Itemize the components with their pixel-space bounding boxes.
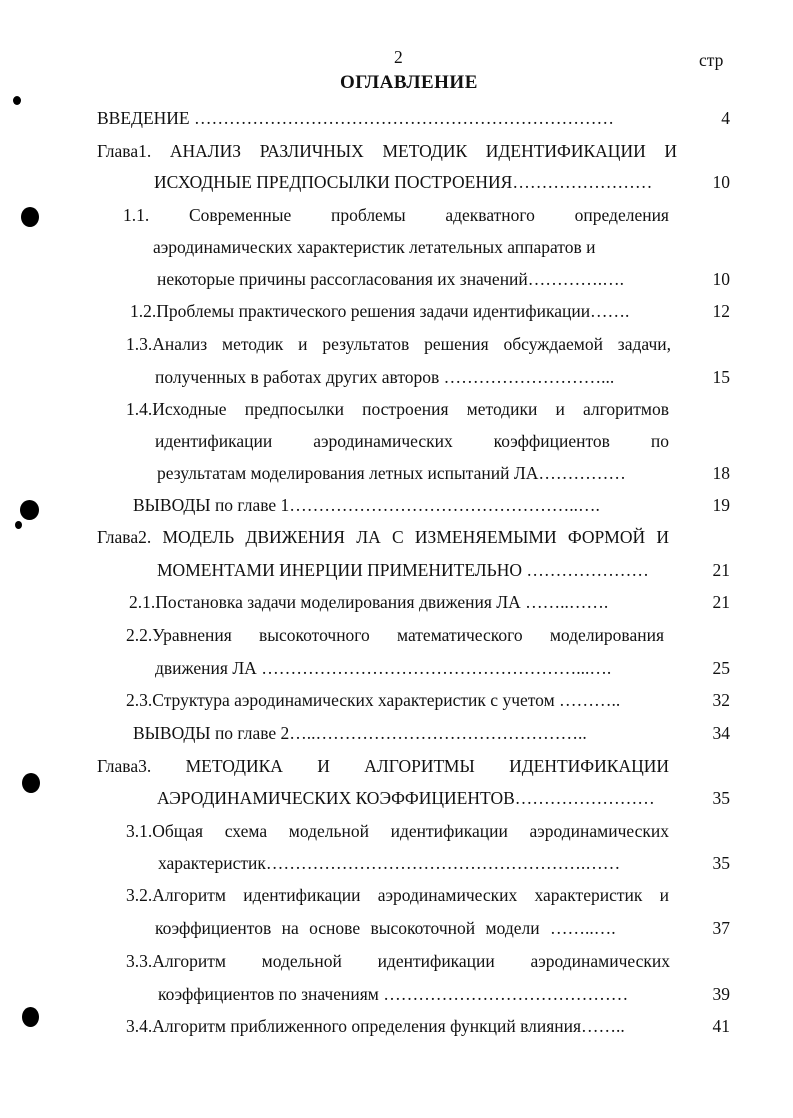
toc-page-section-3-3: 39 [712, 984, 730, 1004]
toc-page-chapter-2: 21 [712, 560, 730, 580]
toc-section-3-3-line-1: 3.3.Алгоритм модельной идентификации аэродинамических [126, 951, 670, 971]
toc-section-1-1-line-3: некоторые причины рассогласования их значений………….…. [157, 269, 625, 289]
toc-chapter-2-line-2: МОМЕНТАМИ ИНЕРЦИИ ПРИМЕНИТЕЛЬНО ………………… [157, 560, 649, 580]
binder-hole-mark [22, 773, 40, 793]
toc-section-1-1-line-2: аэродинамических характеристик летательных аппаратов и [153, 237, 596, 257]
toc-page-chapter-1: 10 [712, 172, 730, 192]
toc-entry-intro: ВВЕДЕНИЕ ……………………………………………………………… [97, 108, 615, 128]
toc-page-intro: 4 [721, 108, 730, 128]
toc-page-section-1-4: 18 [712, 463, 730, 483]
toc-page-conclusions-1: 19 [712, 495, 730, 515]
page-number: 2 [394, 47, 403, 67]
toc-chapter-1-line-1: Глава1. АНАЛИЗ РАЗЛИЧНЫХ МЕТОДИК ИДЕНТИФИКАЦИИ И [97, 141, 677, 161]
toc-conclusions-chapter-2: ВЫВОДЫ по главе 2…..……………………………………….. [133, 723, 587, 743]
toc-section-1-4-line-3: результатам моделирования летных испытаний ЛА…………… [157, 463, 626, 483]
toc-section-1-2: 1.2.Проблемы практического решения задачи идентификации……. [130, 301, 630, 321]
binder-hole-mark [22, 1007, 39, 1027]
toc-page-section-1-3: 15 [712, 367, 730, 387]
toc-section-1-1-line-1: 1.1. Современные проблемы адекватного определения [123, 205, 669, 225]
toc-section-2-1: 2.1.Постановка задачи моделирования движения ЛА ……..……. [129, 592, 609, 612]
toc-conclusions-chapter-1: ВЫВОДЫ по главе 1…………………………………………..…. [133, 495, 600, 515]
toc-section-3-4: 3.4.Алгоритм приближенного определения функций влияния…….. [126, 1016, 625, 1036]
toc-section-1-3-line-1: 1.3.Анализ методик и результатов решения обсуждаемой задачи, [126, 334, 671, 354]
page-column-label: стр [699, 50, 724, 70]
toc-chapter-3-line-2: АЭРОДИНАМИЧЕСКИХ КОЭФФИЦИЕНТОВ…………………… [157, 788, 655, 808]
toc-page-section-3-4: 41 [712, 1016, 730, 1036]
toc-section-3-3-line-2: коэффициентов по значениям …………………………………… [158, 984, 629, 1004]
binder-hole-mark [20, 500, 39, 520]
toc-page-section-1-2: 12 [712, 301, 730, 321]
scan-mark-dot [13, 96, 21, 105]
scan-mark-dot [15, 521, 22, 529]
toc-page-section-2-3: 32 [712, 690, 730, 710]
toc-section-3-1-line-2: характеристик……………………………………………….…… [158, 853, 621, 873]
toc-chapter-1-line-2: ИСХОДНЫЕ ПРЕДПОСЫЛКИ ПОСТРОЕНИЯ…………………… [154, 172, 653, 192]
toc-section-2-2-line-1: 2.2.Уравнения высокоточного математического моделирования [126, 625, 664, 645]
toc-section-3-2-line-1: 3.2.Алгоритм идентификации аэродинамических характеристик и [126, 885, 669, 905]
toc-page-section-2-1: 21 [712, 592, 730, 612]
toc-section-3-2-line-2: коэффициентов на основе высокоточной модели ……..…. [155, 918, 616, 938]
toc-page-section-3-2: 37 [712, 918, 730, 938]
toc-section-3-1-line-1: 3.1.Общая схема модельной идентификации аэродинамических [126, 821, 669, 841]
toc-section-1-4-line-1: 1.4.Исходные предпосылки построения методики и алгоритмов [126, 399, 669, 419]
toc-section-2-2-line-2: движения ЛА ………………………………………………...…. [155, 658, 612, 678]
toc-page-section-1-1: 10 [712, 269, 730, 289]
toc-page-section-2-2: 25 [712, 658, 730, 678]
toc-chapter-3-line-1: Глава3. МЕТОДИКА И АЛГОРИТМЫ ИДЕНТИФИКАЦИИ [97, 756, 669, 776]
toc-chapter-2-line-1: Глава2. МОДЕЛЬ ДВИЖЕНИЯ ЛА С ИЗМЕНЯЕМЫМИ ФОРМОЙ И [97, 527, 669, 547]
toc-section-1-3-line-2: полученных в работах других авторов ………………………... [155, 367, 615, 387]
toc-page-section-3-1: 35 [712, 853, 730, 873]
page-title: ОГЛАВЛЕНИЕ [340, 72, 478, 93]
toc-page-chapter-3: 35 [712, 788, 730, 808]
binder-hole-mark [21, 207, 39, 227]
toc-section-2-3: 2.3.Структура аэродинамических характеристик с учетом ……….. [126, 690, 621, 710]
toc-section-1-4-line-2: идентификации аэродинамических коэффициентов по [155, 431, 669, 451]
toc-page-conclusions-2: 34 [712, 723, 730, 743]
